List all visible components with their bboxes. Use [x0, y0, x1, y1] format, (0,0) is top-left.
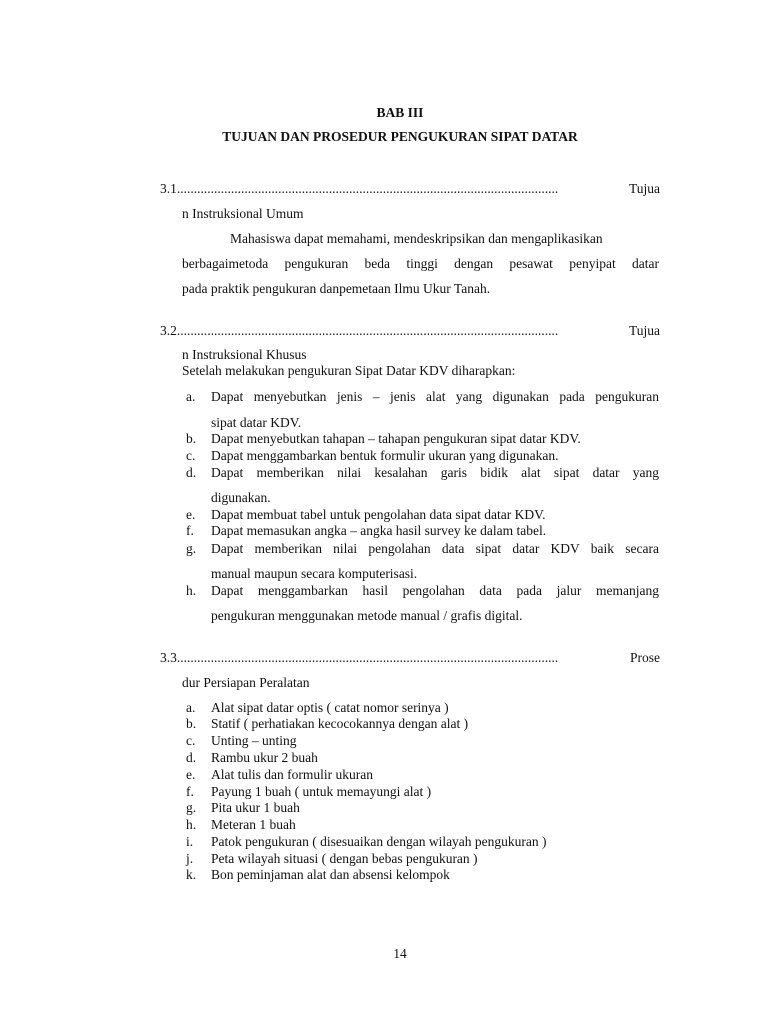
- list-marker: e.: [186, 507, 196, 522]
- section-3-1-toc-tail: Tujua: [628, 181, 660, 196]
- list-text: manual maupun secara komputerisasi.: [211, 566, 418, 581]
- list-text: Dapat menyebutkan jenis – jenis alat yang digunakan pada pengukuran: [211, 389, 659, 404]
- list-text: Dapat memasukan angka – angka hasil survey ke dalam tabel.: [211, 523, 547, 538]
- list-text: Alat sipat datar optis ( catat nomor serinya ): [211, 700, 449, 715]
- list-marker: f.: [186, 523, 194, 538]
- list-text: Statif ( perhatiakan kecocokannya dengan alat ): [211, 716, 469, 731]
- list-marker: d.: [186, 750, 197, 765]
- section-3-2-toc-leader: 3.2.................................................................................................................: [160, 323, 559, 338]
- list-marker: g.: [186, 541, 197, 556]
- section-3-2-toc-line: [160, 323, 660, 339]
- list-text: digunakan.: [211, 490, 271, 505]
- list-text: sipat datar KDV.: [211, 415, 302, 430]
- list-marker: i.: [186, 834, 194, 849]
- page-number: 14: [393, 946, 407, 961]
- list-text: Dapat menggambarkan bentuk formulir ukuran yang digunakan.: [211, 448, 559, 463]
- section-3-3-toc-leader: 3.3.................................................................................................................: [160, 650, 559, 665]
- section-3-3-title-continuation: dur Persiapan Peralatan: [182, 675, 310, 690]
- list-text: Payung 1 buah ( untuk memayungi alat ): [211, 784, 432, 799]
- list-text: Dapat memberikan nilai pengolahan data sipat datar KDV baik secara: [211, 541, 659, 556]
- list-marker: k.: [186, 867, 197, 882]
- list-text: Unting – unting: [211, 733, 297, 748]
- list-text: Alat tulis dan formulir ukuran: [211, 767, 373, 782]
- list-text: Bon peminjaman alat dan absensi kelompok: [211, 867, 450, 882]
- list-marker: g.: [186, 800, 197, 815]
- list-marker: e.: [186, 767, 196, 782]
- section-3-2-title-continuation: n Instruksional Khusus: [182, 347, 307, 362]
- list-marker: b.: [186, 431, 197, 446]
- list-marker: c.: [186, 733, 196, 748]
- section-3-3-toc-tail: Prose: [630, 650, 660, 665]
- list-marker: j.: [186, 851, 194, 866]
- section-3-1-title-continuation: n Instruksional Umum: [182, 206, 304, 221]
- list-marker: b.: [186, 716, 197, 731]
- list-text: Dapat membuat tabel untuk pengolahan data sipat datar KDV.: [211, 507, 546, 522]
- list-text: pengukuran menggunakan metode manual / grafis digital.: [211, 608, 523, 623]
- list-marker: h.: [186, 817, 197, 832]
- list-text: Rambu ukur 2 buah: [211, 750, 318, 765]
- section-3-1-paragraph-line-3: pada praktik pengukuran danpemetaan Ilmu Ukur Tanah.: [182, 281, 491, 296]
- section-3-2-toc-tail: Tujua: [628, 323, 660, 338]
- list-marker: h.: [186, 583, 197, 598]
- list-marker: d.: [186, 465, 197, 480]
- list-marker: a.: [186, 389, 196, 404]
- chapter-heading: BAB III: [376, 105, 424, 120]
- chapter-title: TUJUAN DAN PROSEDUR PENGUKURAN SIPAT DATAR: [222, 129, 578, 144]
- list-text: Dapat menggambarkan hasil pengolahan data pada jalur memanjang: [211, 583, 659, 598]
- section-3-1-toc-leader: 3.1.................................................................................................................: [160, 181, 559, 196]
- section-3-1-toc-line: [160, 181, 660, 197]
- list-text: Patok pengukuran ( disesuaikan dengan wilayah pengukuran ): [211, 834, 547, 849]
- list-text: Meteran 1 buah: [211, 817, 296, 832]
- list-text: Dapat menyebutkan tahapan – tahapan pengukuran sipat datar KDV.: [211, 431, 581, 446]
- list-marker: f.: [186, 784, 194, 799]
- list-text: Pita ukur 1 buah: [211, 800, 300, 815]
- list-text: Dapat memberikan nilai kesalahan garis bidik alat sipat datar yang: [211, 465, 659, 480]
- list-text: Peta wilayah situasi ( dengan bebas pengukuran ): [211, 851, 478, 866]
- list-marker: c.: [186, 448, 196, 463]
- section-3-1-paragraph-line-1: Mahasiswa dapat memahami, mendeskripsikan dan mengaplikasikan: [230, 231, 603, 246]
- list-marker: a.: [186, 700, 196, 715]
- section-3-3-toc-line: [160, 650, 660, 666]
- section-3-1-paragraph-line-2: berbagaimetoda pengukuran beda tinggi dengan pesawat penyipat datar: [182, 256, 659, 271]
- section-3-2-intro: Setelah melakukan pengukuran Sipat Datar KDV diharapkan:: [182, 363, 516, 378]
